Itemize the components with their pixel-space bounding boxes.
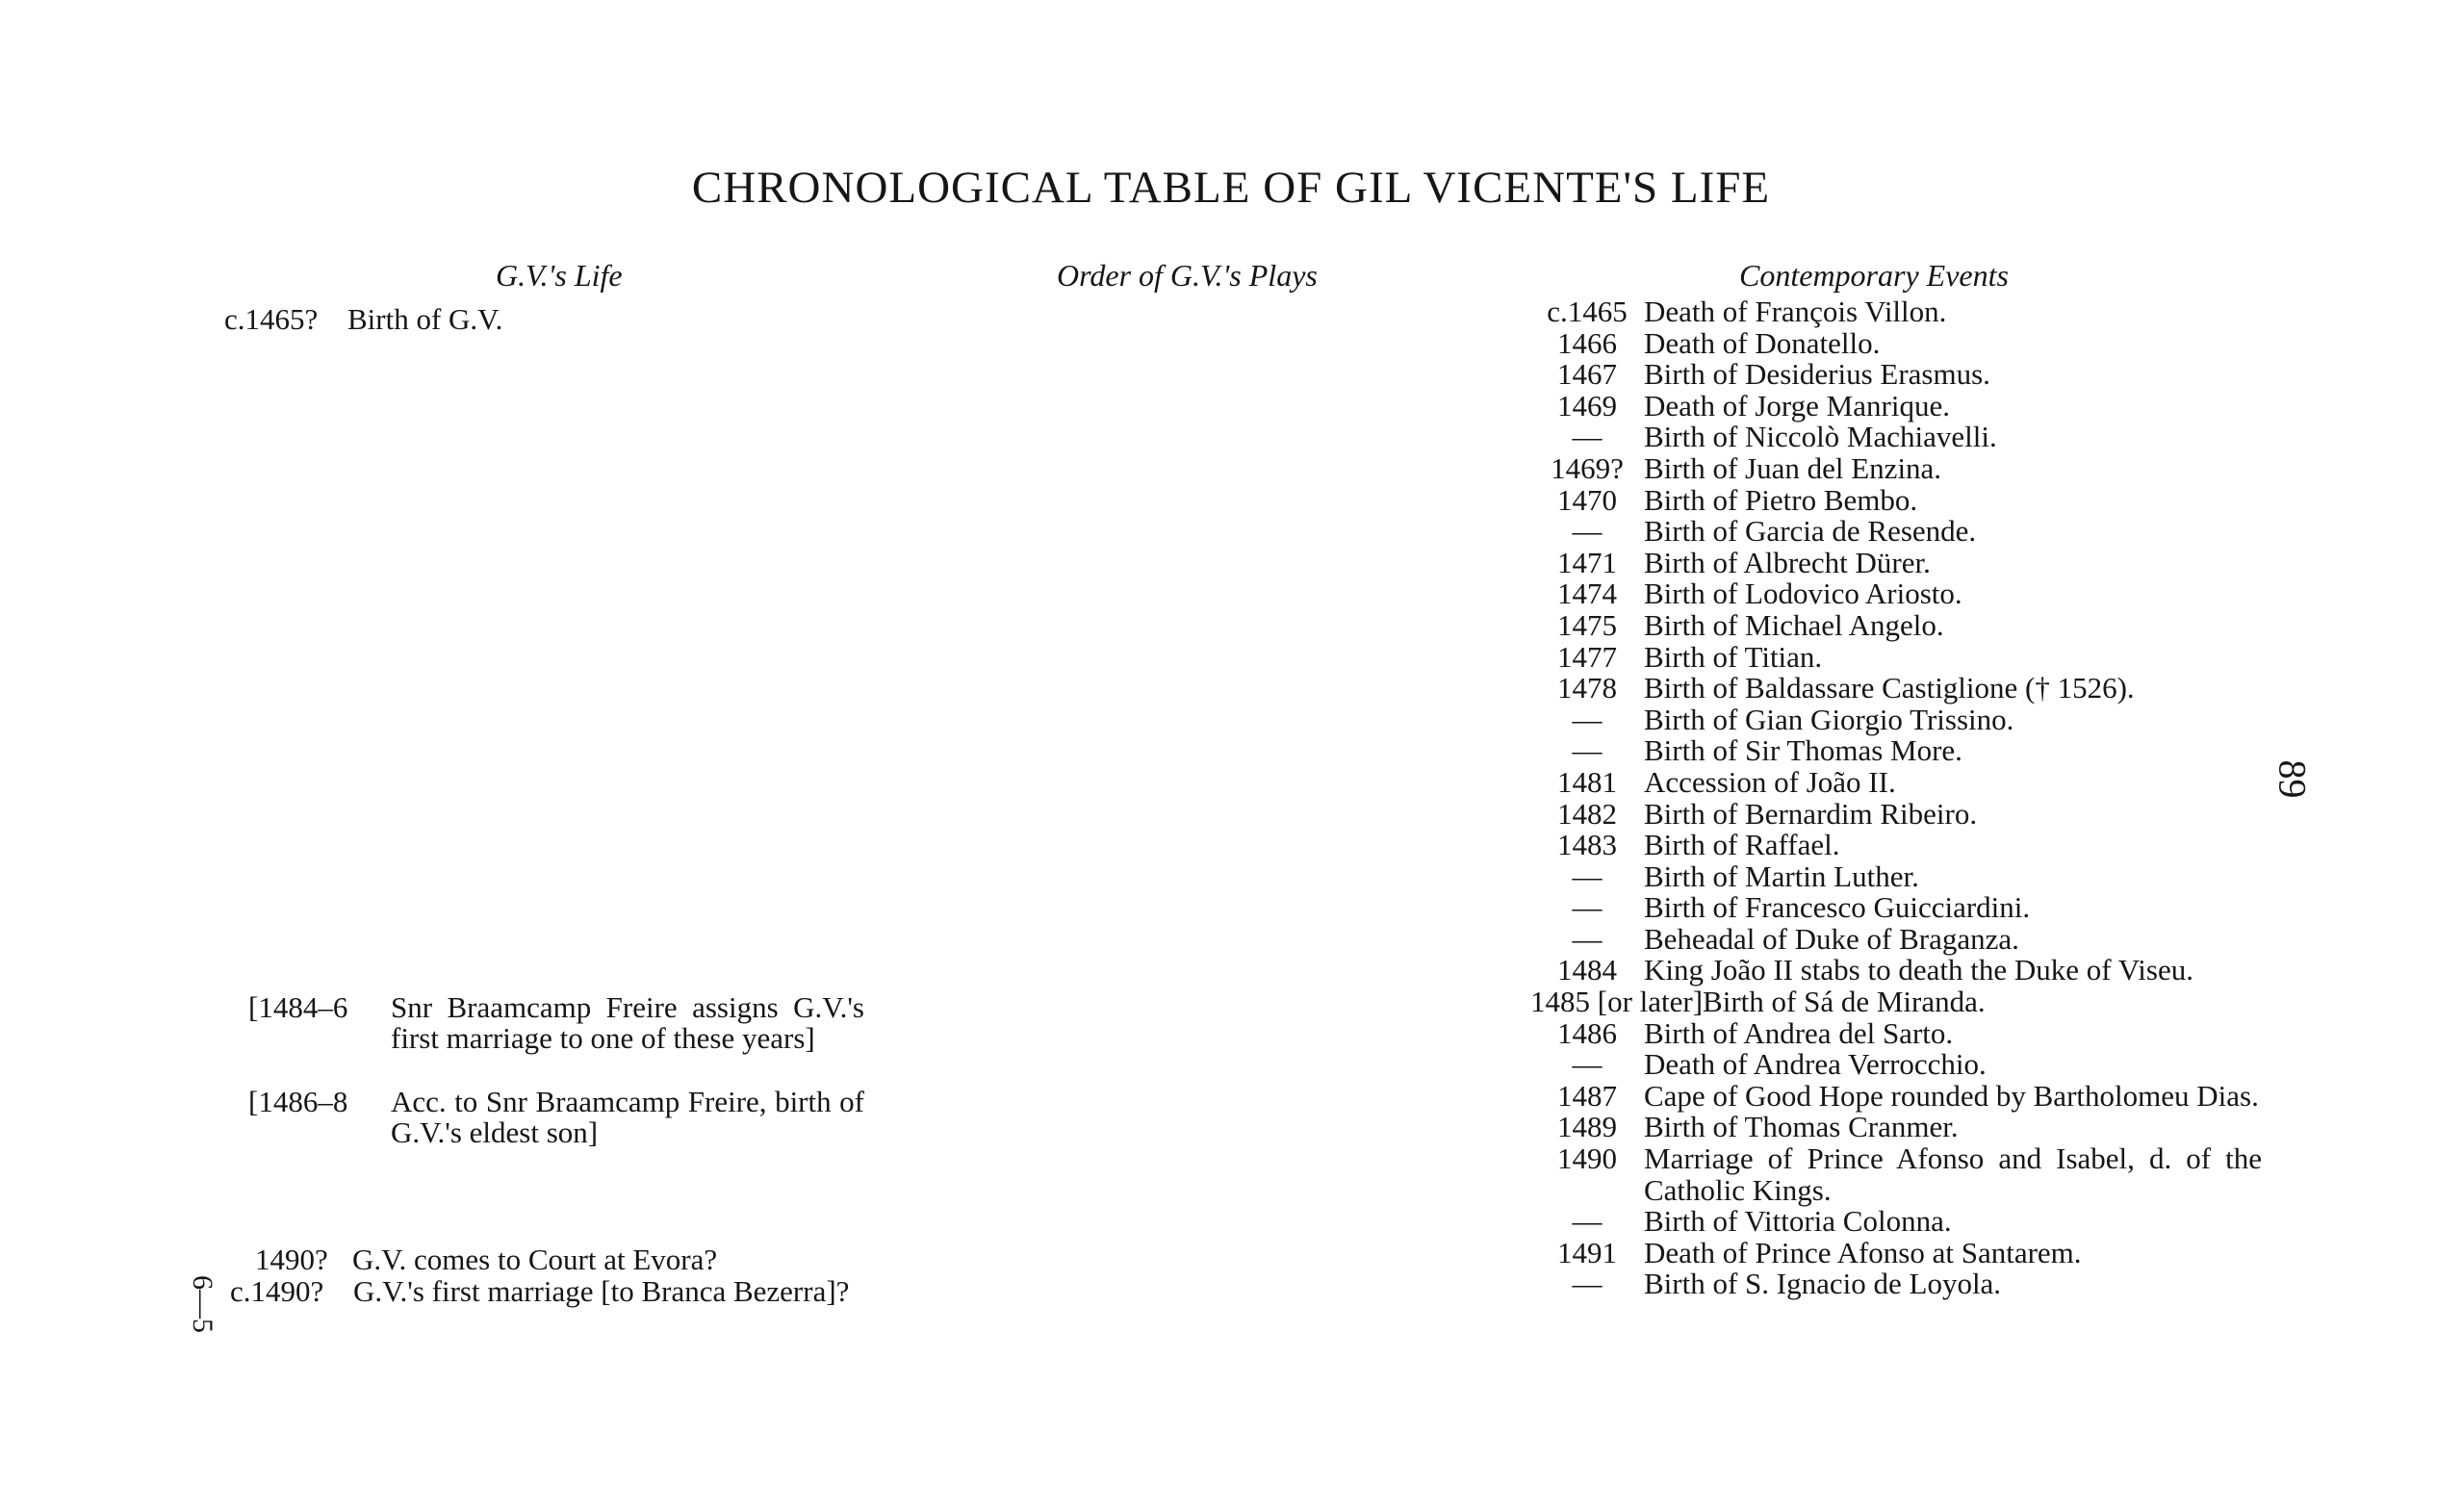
event-text: Accession of João II. [1644,764,1896,799]
event-row [1530,1269,2262,1300]
event-text: Birth of Michael Angelo. [1644,607,1944,642]
event-row [1530,296,2262,328]
event-year: 1484 [1557,953,1617,987]
event-text: King João II stabs to death the Duke of Viseu. [1644,953,2193,987]
event-text: Birth of Bernardim Ribeiro. [1644,796,1978,831]
event-text: Death of François Villon. [1644,295,1947,328]
life-column-heading: G.V.'s Life [496,258,623,293]
life-entry [248,1087,864,1148]
event-text: Beheadal of Duke of Braganza. [1644,921,2019,956]
event-row [1530,359,2262,391]
event-year: 1487 [1557,1078,1617,1113]
event-row [1530,422,2262,453]
event-year: 1481 [1557,764,1617,799]
event-text: Death of Andrea Verrocchio. [1644,1047,1987,1082]
event-row [1530,702,2262,736]
event-text: Birth of Juan del Enzina. [1644,450,1942,485]
life-entry-year: [1484–6 [248,990,348,1024]
event-text: Birth of Francesco Guicciardini. [1644,890,2031,925]
event-year: 1478 [1557,671,1617,705]
life-entry-text: G.V.'s first marriage [to Branca Bezerra]? [353,1274,850,1308]
event-year: — [1572,1267,1603,1301]
event-text: Birth of Raffael. [1644,828,1840,862]
event-text: Birth of Pietro Bembo. [1644,482,1918,517]
event-row [1530,1143,2262,1206]
event-text: Death of Prince Afonso at Santarem. [1644,1235,2082,1269]
event-year: 1486 [1557,1015,1617,1050]
event-year: 1467 [1557,357,1617,392]
plays-column-heading: Order of G.V.'s Plays [1057,258,1318,293]
event-year: 1474 [1557,577,1617,611]
event-text: Birth of Niccolò Machiavelli. [1644,420,1997,454]
event-row [1530,482,2262,517]
event-row [1530,955,2262,987]
event-text: Birth of Thomas Cranmer. [1644,1110,1959,1144]
event-row [1530,1049,2262,1081]
event-year: 1485 [or later] [1530,985,1704,1019]
event-year: — [1572,1047,1603,1082]
event-row [1530,545,2262,579]
event-text: Birth of S. Ignacio de Loyola. [1644,1267,2002,1301]
event-year: — [1572,1204,1603,1239]
event-row [1530,639,2262,674]
event-row [1530,1078,2262,1113]
event-year: 1471 [1557,545,1617,579]
event-year: 1469? [1551,450,1624,485]
life-entry [230,1276,864,1307]
event-text: Birth of Garcia de Resende. [1644,514,1977,549]
life-entry [248,992,864,1054]
event-text: Birth of Vittoria Colonna. [1644,1204,1952,1239]
event-text: Birth of Andrea del Sarto. [1644,1015,1954,1050]
event-row [1530,735,2262,767]
event-text: Marriage of Prince Afonso and Isabel, d. of the Catholic Kings. [1644,1141,2262,1207]
event-row [1530,892,2262,924]
life-entry-text: Birth of G.V. [347,302,503,336]
event-text: Birth of Desiderius Erasmus. [1644,357,1990,392]
event-row [1530,987,2262,1018]
life-entry-text: Acc. to Snr Braamcamp Freire, birth of G.V.'s eldest son] [391,1085,864,1149]
event-text: Birth of Gian Giorgio Trissino. [1644,702,2014,736]
margin-signature: 6—5 [187,1275,218,1333]
event-row [1530,1206,2262,1238]
event-year: — [1572,702,1603,736]
event-year: 1475 [1557,607,1617,642]
page-number: 89 [2270,759,2315,799]
event-text: Death of Donatello. [1644,325,1881,360]
event-row [1530,796,2262,831]
event-year: — [1572,859,1603,893]
life-entry-year: 1490? [255,1243,328,1276]
event-row [1530,450,2262,485]
event-row [1530,921,2262,956]
event-year: 1483 [1557,828,1617,862]
life-entry [224,304,502,335]
event-row [1530,830,2262,861]
life-entry-year: [1486–8 [248,1085,348,1118]
event-text: Birth of Baldassare Castiglione († 1526). [1644,671,2135,705]
event-row [1530,1015,2262,1050]
life-entry-year: c.1465? [224,302,319,336]
event-year: 1477 [1557,639,1617,674]
event-row [1530,325,2262,360]
event-row [1530,388,2262,423]
event-year: — [1572,514,1603,549]
event-year: — [1572,921,1603,956]
event-year: 1470 [1557,482,1617,517]
event-text: Birth of Albrecht Dürer. [1644,545,1931,579]
life-entry-text: G.V. comes to Court at Evora? [352,1243,718,1276]
contemporary-events-list [1530,296,2262,1300]
event-row [1530,1235,2262,1269]
event-year: 1491 [1557,1235,1617,1269]
event-text: Death of Jorge Manrique. [1644,388,1950,423]
event-row [1530,673,2262,705]
life-entry [255,1244,864,1275]
event-year: 1489 [1557,1110,1617,1144]
event-row [1530,578,2262,610]
page-title: CHRONOLOGICAL TABLE OF GIL VICENTE'S LIFE [691,163,1771,213]
event-row [1530,1112,2262,1143]
event-row [1530,861,2262,893]
event-row [1530,516,2262,548]
event-year: — [1572,890,1603,925]
event-text: Birth of Lodovico Ariosto. [1644,577,1962,611]
event-text: Birth of Martin Luther. [1644,859,1919,893]
event-year: — [1572,733,1603,768]
event-text: Cape of Good Hope rounded by Bartholomeu Dias. [1644,1078,2259,1113]
event-year: 1490 [1557,1141,1617,1176]
event-year: 1469 [1557,388,1617,423]
life-entry-year: c.1490? [230,1274,324,1308]
life-entry-text: Snr Braamcamp Freire assigns G.V.'s first marriage to one of these years] [391,990,864,1055]
event-row [1530,764,2262,799]
events-column-heading: Contemporary Events [1739,258,2009,293]
event-text: Birth of Sir Thomas More. [1644,733,1962,768]
event-year: 1482 [1557,796,1617,831]
event-year: — [1572,420,1603,454]
event-year: c.1465 [1547,295,1628,328]
event-row [1530,607,2262,642]
event-year: 1466 [1557,325,1617,360]
event-text: Birth of Sá de Miranda. [1703,985,1986,1019]
event-text: Birth of Titian. [1644,639,1823,674]
